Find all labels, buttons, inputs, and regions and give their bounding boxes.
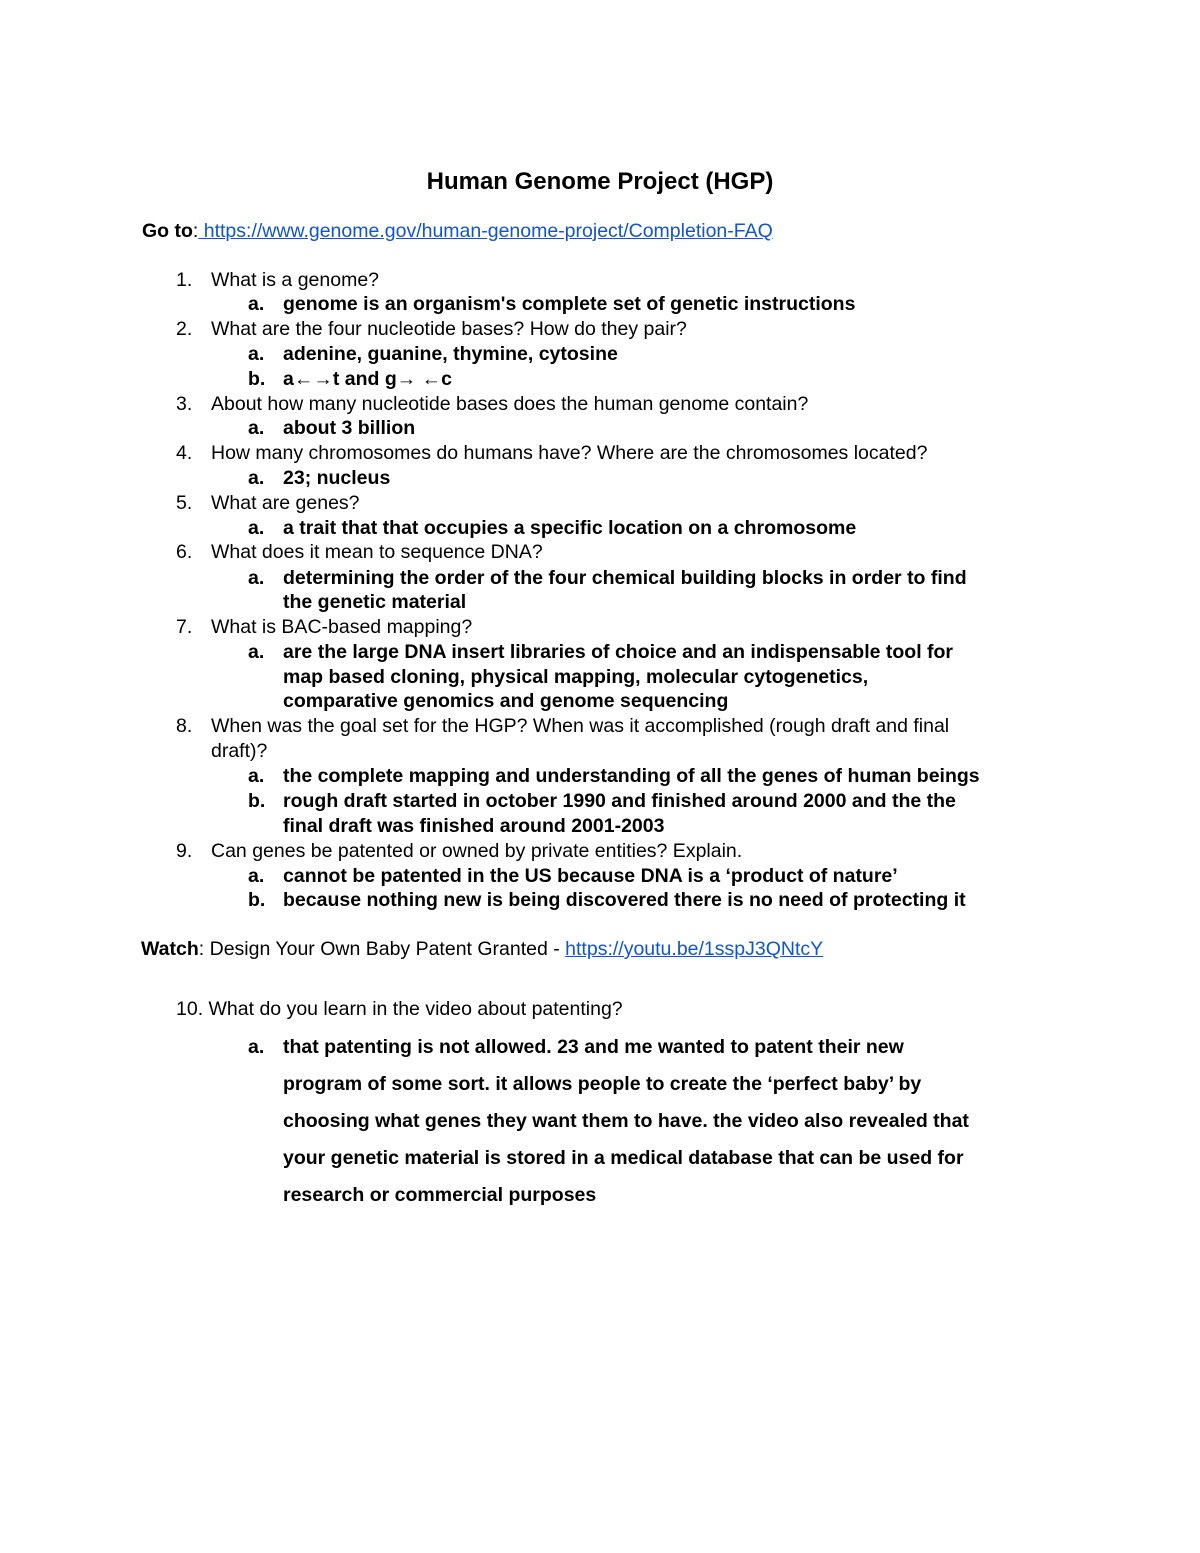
question-number: 4. <box>176 442 193 464</box>
answer-text: genome is an organism's complete set of genetic instructions <box>283 293 856 315</box>
answer-text: research or commercial purposes <box>283 1184 597 1206</box>
answer-text: program of some sort. it allows people to create the ‘perfect baby’ by <box>283 1073 922 1095</box>
answer-letter: a. <box>248 567 265 589</box>
question-number: 7. <box>176 616 193 638</box>
question-text: What are genes? <box>211 492 360 514</box>
answer-text: cannot be patented in the US because DNA is a ‘product of nature’ <box>283 865 898 887</box>
question-text: What are the four nucleotide bases? How do they pair? <box>211 318 687 340</box>
watch-label: Watch <box>141 938 199 960</box>
answer-text: choosing what genes they want them to have. the video also revealed that <box>283 1110 969 1132</box>
question-text: Can genes be patented or owned by private entities? Explain. <box>211 840 743 862</box>
question-text: draft)? <box>211 740 268 762</box>
answer-text: adenine, guanine, thymine, cytosine <box>283 343 618 365</box>
answer-text: final draft was finished around 2001-2003 <box>283 815 665 837</box>
answer-letter: a. <box>248 417 265 439</box>
answer-letter: a. <box>248 641 265 663</box>
answer-text: because nothing new is being discovered there is no need of protecting it <box>283 889 966 911</box>
goto-label: Go to <box>142 220 193 242</box>
question-text: What is a genome? <box>211 269 380 291</box>
answer-text: the complete mapping and understanding of all the genes of human beings <box>283 765 980 787</box>
question-text: How many chromosomes do humans have? Where are the chromosomes located? <box>211 442 928 464</box>
question-number: 8. <box>176 715 193 737</box>
question-number: 3. <box>176 393 193 415</box>
question-text: When was the goal set for the HGP? When was it accomplished (rough draft and final <box>211 715 950 737</box>
question-number: 1. <box>176 269 193 291</box>
answer-letter: a. <box>248 865 265 887</box>
answer-letter: a. <box>248 343 265 365</box>
question-10: 10. What do you learn in the video about patenting? <box>176 998 623 1020</box>
answer-text: 23; nucleus <box>283 467 391 489</box>
goto-colon: : <box>192 220 199 242</box>
question-text: About how many nucleotide bases does the human genome contain? <box>211 393 809 415</box>
answer-text: map based cloning, physical mapping, molecular cytogenetics, <box>283 666 869 688</box>
question-text: What is BAC-based mapping? <box>211 616 473 638</box>
question-number: 6. <box>176 541 193 563</box>
answer-text: are the large DNA insert libraries of choice and an indispensable tool for <box>283 641 954 663</box>
answer-letter: a. <box>248 293 265 315</box>
answer-text: your genetic material is stored in a medical database that can be used for <box>283 1147 964 1169</box>
answer-text: a trait that that occupies a specific location on a chromosome <box>283 517 857 539</box>
answer-letter: a. <box>248 1036 265 1058</box>
watch-line <box>141 937 823 961</box>
question-number: 9. <box>176 840 193 862</box>
answer-letter: a. <box>248 517 265 539</box>
answer-letter: a. <box>248 467 265 489</box>
goto-line <box>142 219 773 243</box>
answer-letter: a. <box>248 765 265 787</box>
answer-text: about 3 billion <box>283 417 416 439</box>
page-title: Human Genome Project (HGP) <box>426 168 774 195</box>
watch-text: : Design Your Own Baby Patent Granted - <box>198 938 566 960</box>
answer-letter: b. <box>248 889 266 911</box>
question-text: What does it mean to sequence DNA? <box>211 541 543 563</box>
answer-letter: b. <box>248 368 266 390</box>
answer-text: determining the order of the four chemical building blocks in order to find <box>283 567 967 589</box>
answer-text: that patenting is not allowed. 23 and me wanted to patent their new <box>283 1036 904 1058</box>
answer-text: rough draft started in october 1990 and finished around 2000 and the the <box>283 790 956 812</box>
answer-text: the genetic material <box>283 591 467 613</box>
answer-text: a←→t and g→ ←c <box>283 368 453 390</box>
question-number: 5. <box>176 492 193 514</box>
answer-letter: b. <box>248 790 266 812</box>
youtube-video-link[interactable]: https://youtu.be/1sspJ3QNtcY <box>565 938 824 960</box>
question-number: 2. <box>176 318 193 340</box>
answer-text: comparative genomics and genome sequencing <box>283 690 729 712</box>
genome-faq-link[interactable]: https://www.genome.gov/human-genome-project/Completion-FAQ <box>198 220 773 242</box>
